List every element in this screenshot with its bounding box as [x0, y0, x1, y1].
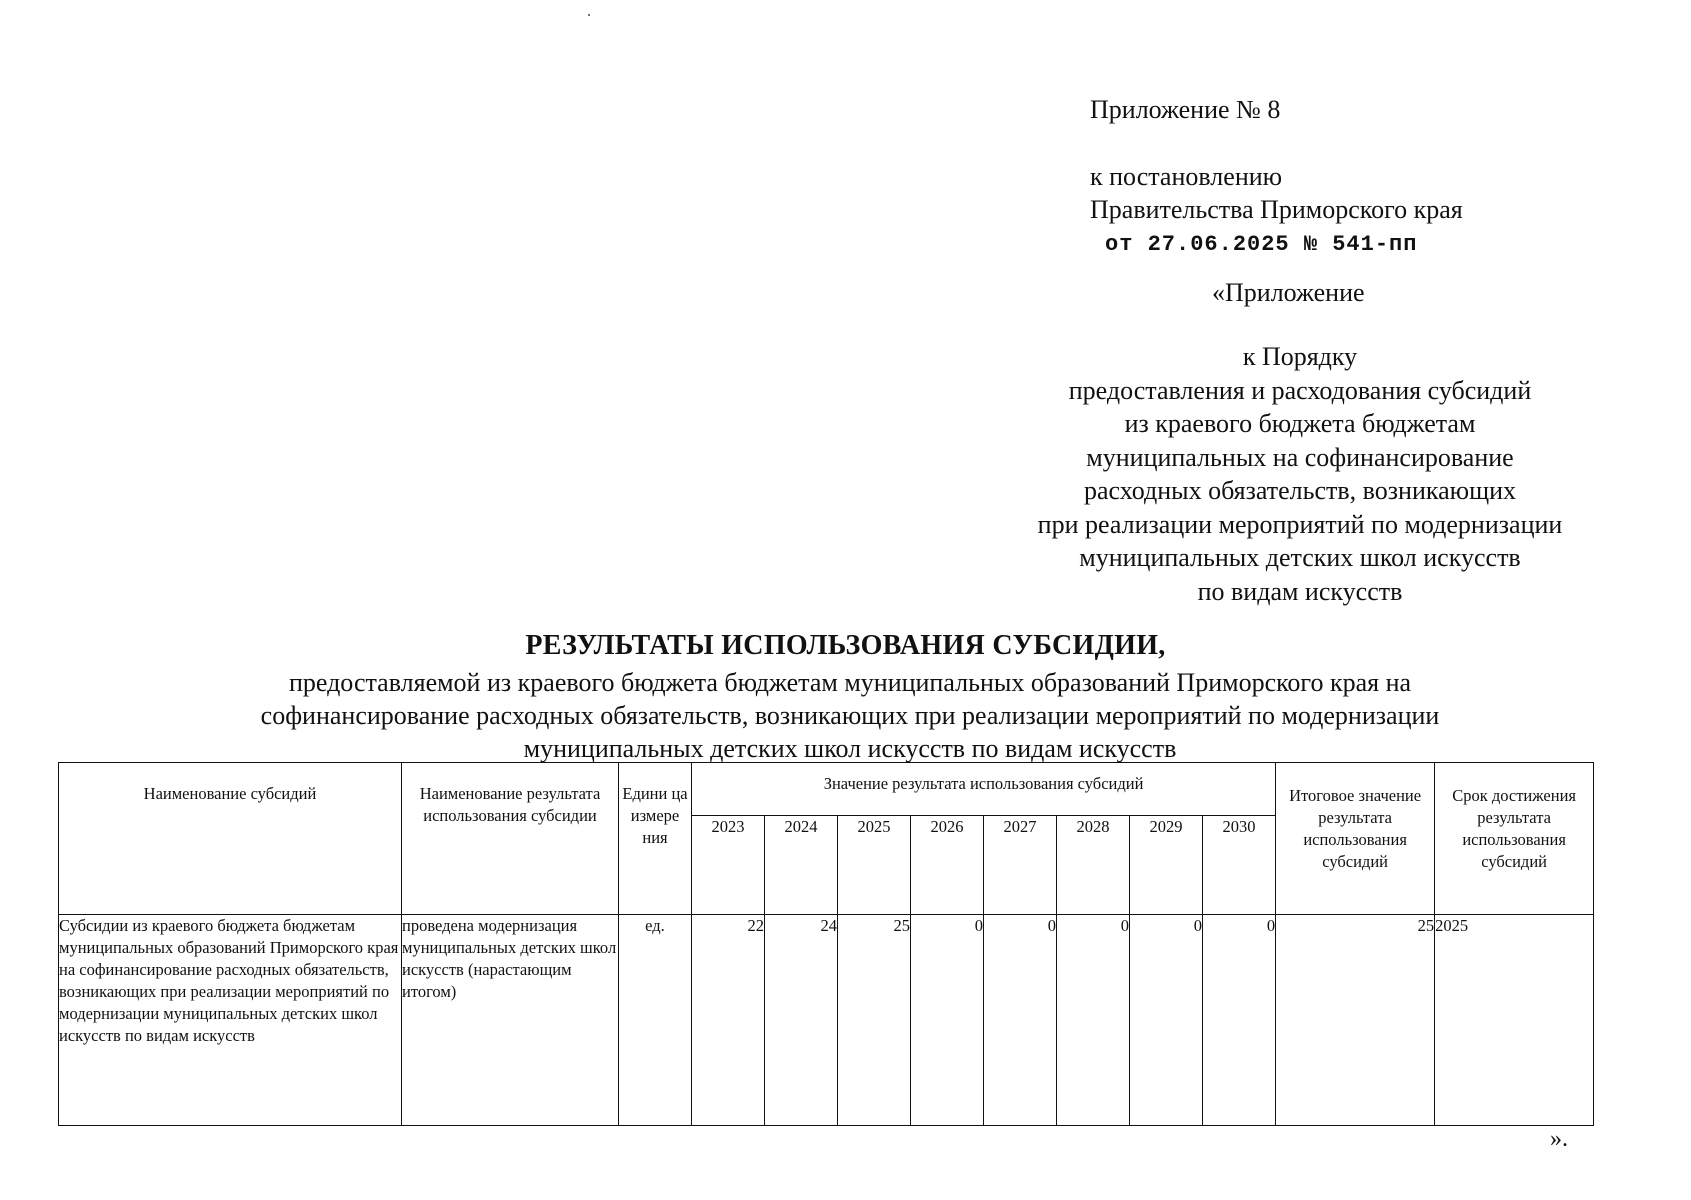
cell-value: 0 — [1057, 915, 1130, 1126]
procedure-line: предоставления и расходования субсидий — [1068, 375, 1532, 405]
results-table — [58, 762, 1594, 1126]
appendix-number: Приложение № 8 — [1090, 95, 1281, 124]
to-resolution-line: к постановлению — [1090, 162, 1283, 191]
procedure-line: муниципальных на софинансирование — [1086, 442, 1514, 472]
header-year: 2023 — [692, 816, 765, 915]
government-line: Правительства Приморского края — [1090, 195, 1463, 224]
procedure-line: расходных обязательств, возникающих — [1083, 476, 1517, 505]
cell-subsidy-name: Субсидии из краевого бюджета бюджетам муниципальных образований Приморского края на софинансирование расходных обязательств, возникающих при реализации мероприятий по модернизации муниципальных детских школ искусств по видам искусств — [59, 915, 402, 1126]
subtitle-line: муниципальных детских школ искусств по видам искусств — [523, 734, 1177, 763]
cell-value: 0 — [984, 915, 1057, 1126]
header-year: 2030 — [1203, 816, 1276, 915]
procedure-line: из краевого бюджета бюджетам — [1124, 409, 1476, 438]
document-title: РЕЗУЛЬТАТЫ ИСПОЛЬЗОВАНИЯ СУБСИДИИ, — [525, 630, 1166, 661]
quoted-appendix-heading: «Приложение — [1212, 278, 1365, 307]
header-year: 2026 — [911, 816, 984, 915]
closing-quote-mark: ». — [1550, 1126, 1568, 1152]
header-subsidy-name: Наименование субсидий — [59, 763, 402, 915]
cell-value: 22 — [692, 915, 765, 1126]
cell-value: 25 — [838, 915, 911, 1126]
cell-value: 0 — [911, 915, 984, 1126]
cell-value: 0 — [1203, 915, 1276, 1126]
header-year: 2024 — [765, 816, 838, 915]
header-year: 2028 — [1057, 816, 1130, 915]
header-unit: Едини ца измере ния — [619, 763, 692, 915]
cell-value: 24 — [765, 915, 838, 1126]
header-total: Итоговое значение результата использования субсидий — [1276, 763, 1435, 915]
table-row — [59, 915, 1594, 1126]
scan-speck — [588, 14, 590, 16]
header-year: 2029 — [1130, 816, 1203, 915]
header-year: 2027 — [984, 816, 1057, 915]
procedure-reference — [990, 340, 1610, 608]
header-values-group: Значение результата использования субсидий — [692, 763, 1276, 816]
procedure-line: при реализации мероприятий по модернизации — [1037, 509, 1563, 539]
header-year: 2025 — [838, 816, 911, 915]
cell-value: 0 — [1130, 915, 1203, 1126]
cell-deadline: 2025 — [1435, 915, 1594, 1126]
procedure-line: муниципальных детских школ искусств — [1079, 543, 1521, 572]
resolution-date-number: от 27.06.2025 № 541-пп — [1105, 232, 1418, 257]
procedure-line: к Порядку — [1242, 342, 1358, 371]
subtitle-line: предоставляемой из краевого бюджета бюджетам муниципальных образований Приморского края на — [288, 668, 1412, 697]
procedure-line: по видам искусств — [1197, 576, 1403, 606]
header-result-name: Наименование результата использования субсидии — [402, 763, 619, 915]
subtitle-line: софинансирование расходных обязательств, возникающих при реализации мероприятий по модернизации — [260, 701, 1440, 730]
cell-result-name: проведена модернизация муниципальных детских школ искусств (нарастающим итогом) — [402, 915, 619, 1126]
cell-unit: ед. — [619, 915, 692, 1126]
document-subtitle — [150, 666, 1550, 765]
cell-total: 25 — [1276, 915, 1435, 1126]
header-deadline: Срок достижения результата использования субсидий — [1435, 763, 1594, 915]
